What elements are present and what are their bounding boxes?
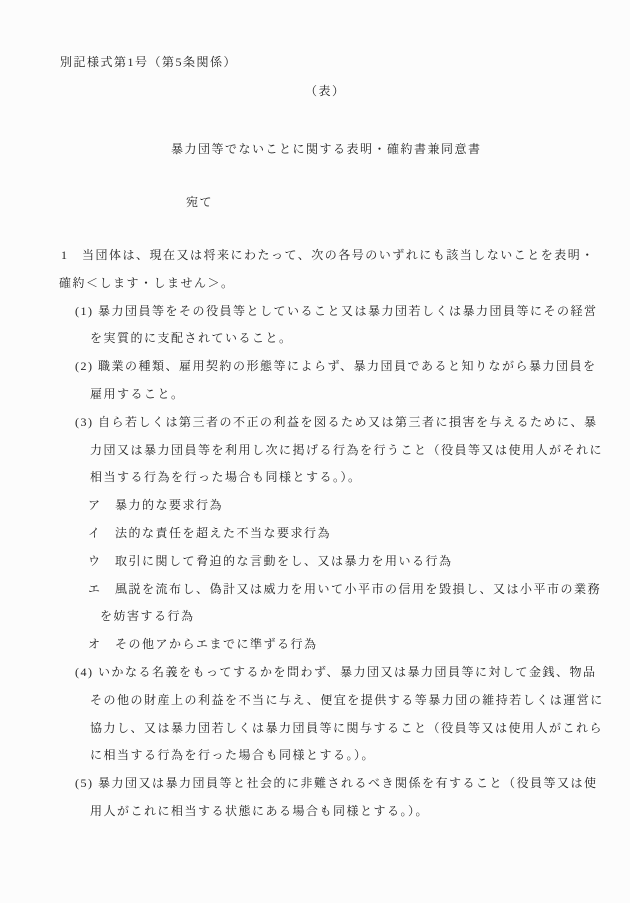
document-line: (5) 暴力団又は暴力団員等と社会的に非難されるべき関係を有すること（役員等又は使 <box>75 776 598 791</box>
document-line: ア 暴力的な要求行為 <box>88 498 224 513</box>
document-line: 協力し、又は暴力団若しくは暴力団員等に関与すること（役員等又は使用人がこれら <box>90 720 604 735</box>
document-body <box>0 242 630 826</box>
document-line: 確約＜します・しません＞。 <box>59 275 235 290</box>
document-line: 相当する行為を行った場合も同様とする。）。 <box>90 470 362 485</box>
document-line: イ 法的な責任を超えた不当な要求行為 <box>88 525 332 540</box>
document-line: (1) 暴力団員等をその役員等としていること又は暴力団若しくは暴力団員等にその経営 <box>75 303 598 318</box>
document-line: ウ 取引に関して脅迫的な言動をし、又は暴力を用いる行為 <box>88 553 453 568</box>
page-side-label: （表） <box>305 84 346 98</box>
document-line: オ その他アからエまでに準ずる行為 <box>88 637 318 652</box>
document-title: 暴力団等でないことに関する表明・確約書兼同意書 <box>171 142 482 156</box>
document-line: 力団又は暴力団員等を利用し次に掲げる行為を行うこと（役員等又は使用人がそれに <box>90 442 604 457</box>
document-line: に相当する行為を行った場合も同様とする。）。 <box>90 748 376 763</box>
document-line: 雇用すること。 <box>90 386 185 401</box>
document-line: (3) 自ら若しくは第三者の不正の利益を図るため又は第三者に損害を与えるために、暴 <box>75 414 598 429</box>
document-line: を実質的に支配されていること。 <box>90 331 293 346</box>
document-line: 用人がこれに相当する状態にある場合も同様とする。）。 <box>90 803 430 818</box>
document-line: (4) いかなる名義をもってするかを問わず、暴力団又は暴力団員等に対して金銭、物品 <box>75 664 597 679</box>
document-line: その他の財産上の利益を不当に与え、便宜を提供する等暴力団の維持若しくは運営に <box>90 692 604 707</box>
document-line: 1 当団体は、現在又は将来にわたって、次の各号のいずれにも該当しないことを表明・ <box>61 248 595 262</box>
document-line: を妨害する行為 <box>100 609 195 624</box>
addressee-label: 宛て <box>186 195 214 209</box>
document-line: (2) 職業の種類、雇用契約の形態等によらず、暴力団員であると知りながら暴力団員を <box>75 359 597 374</box>
document-line: エ 風説を流布し、偽計又は威力を用いて小平市の信用を毀損し、又は小平市の業務 <box>88 581 602 596</box>
form-number: 別記様式第1号（第5条関係） <box>60 55 238 69</box>
